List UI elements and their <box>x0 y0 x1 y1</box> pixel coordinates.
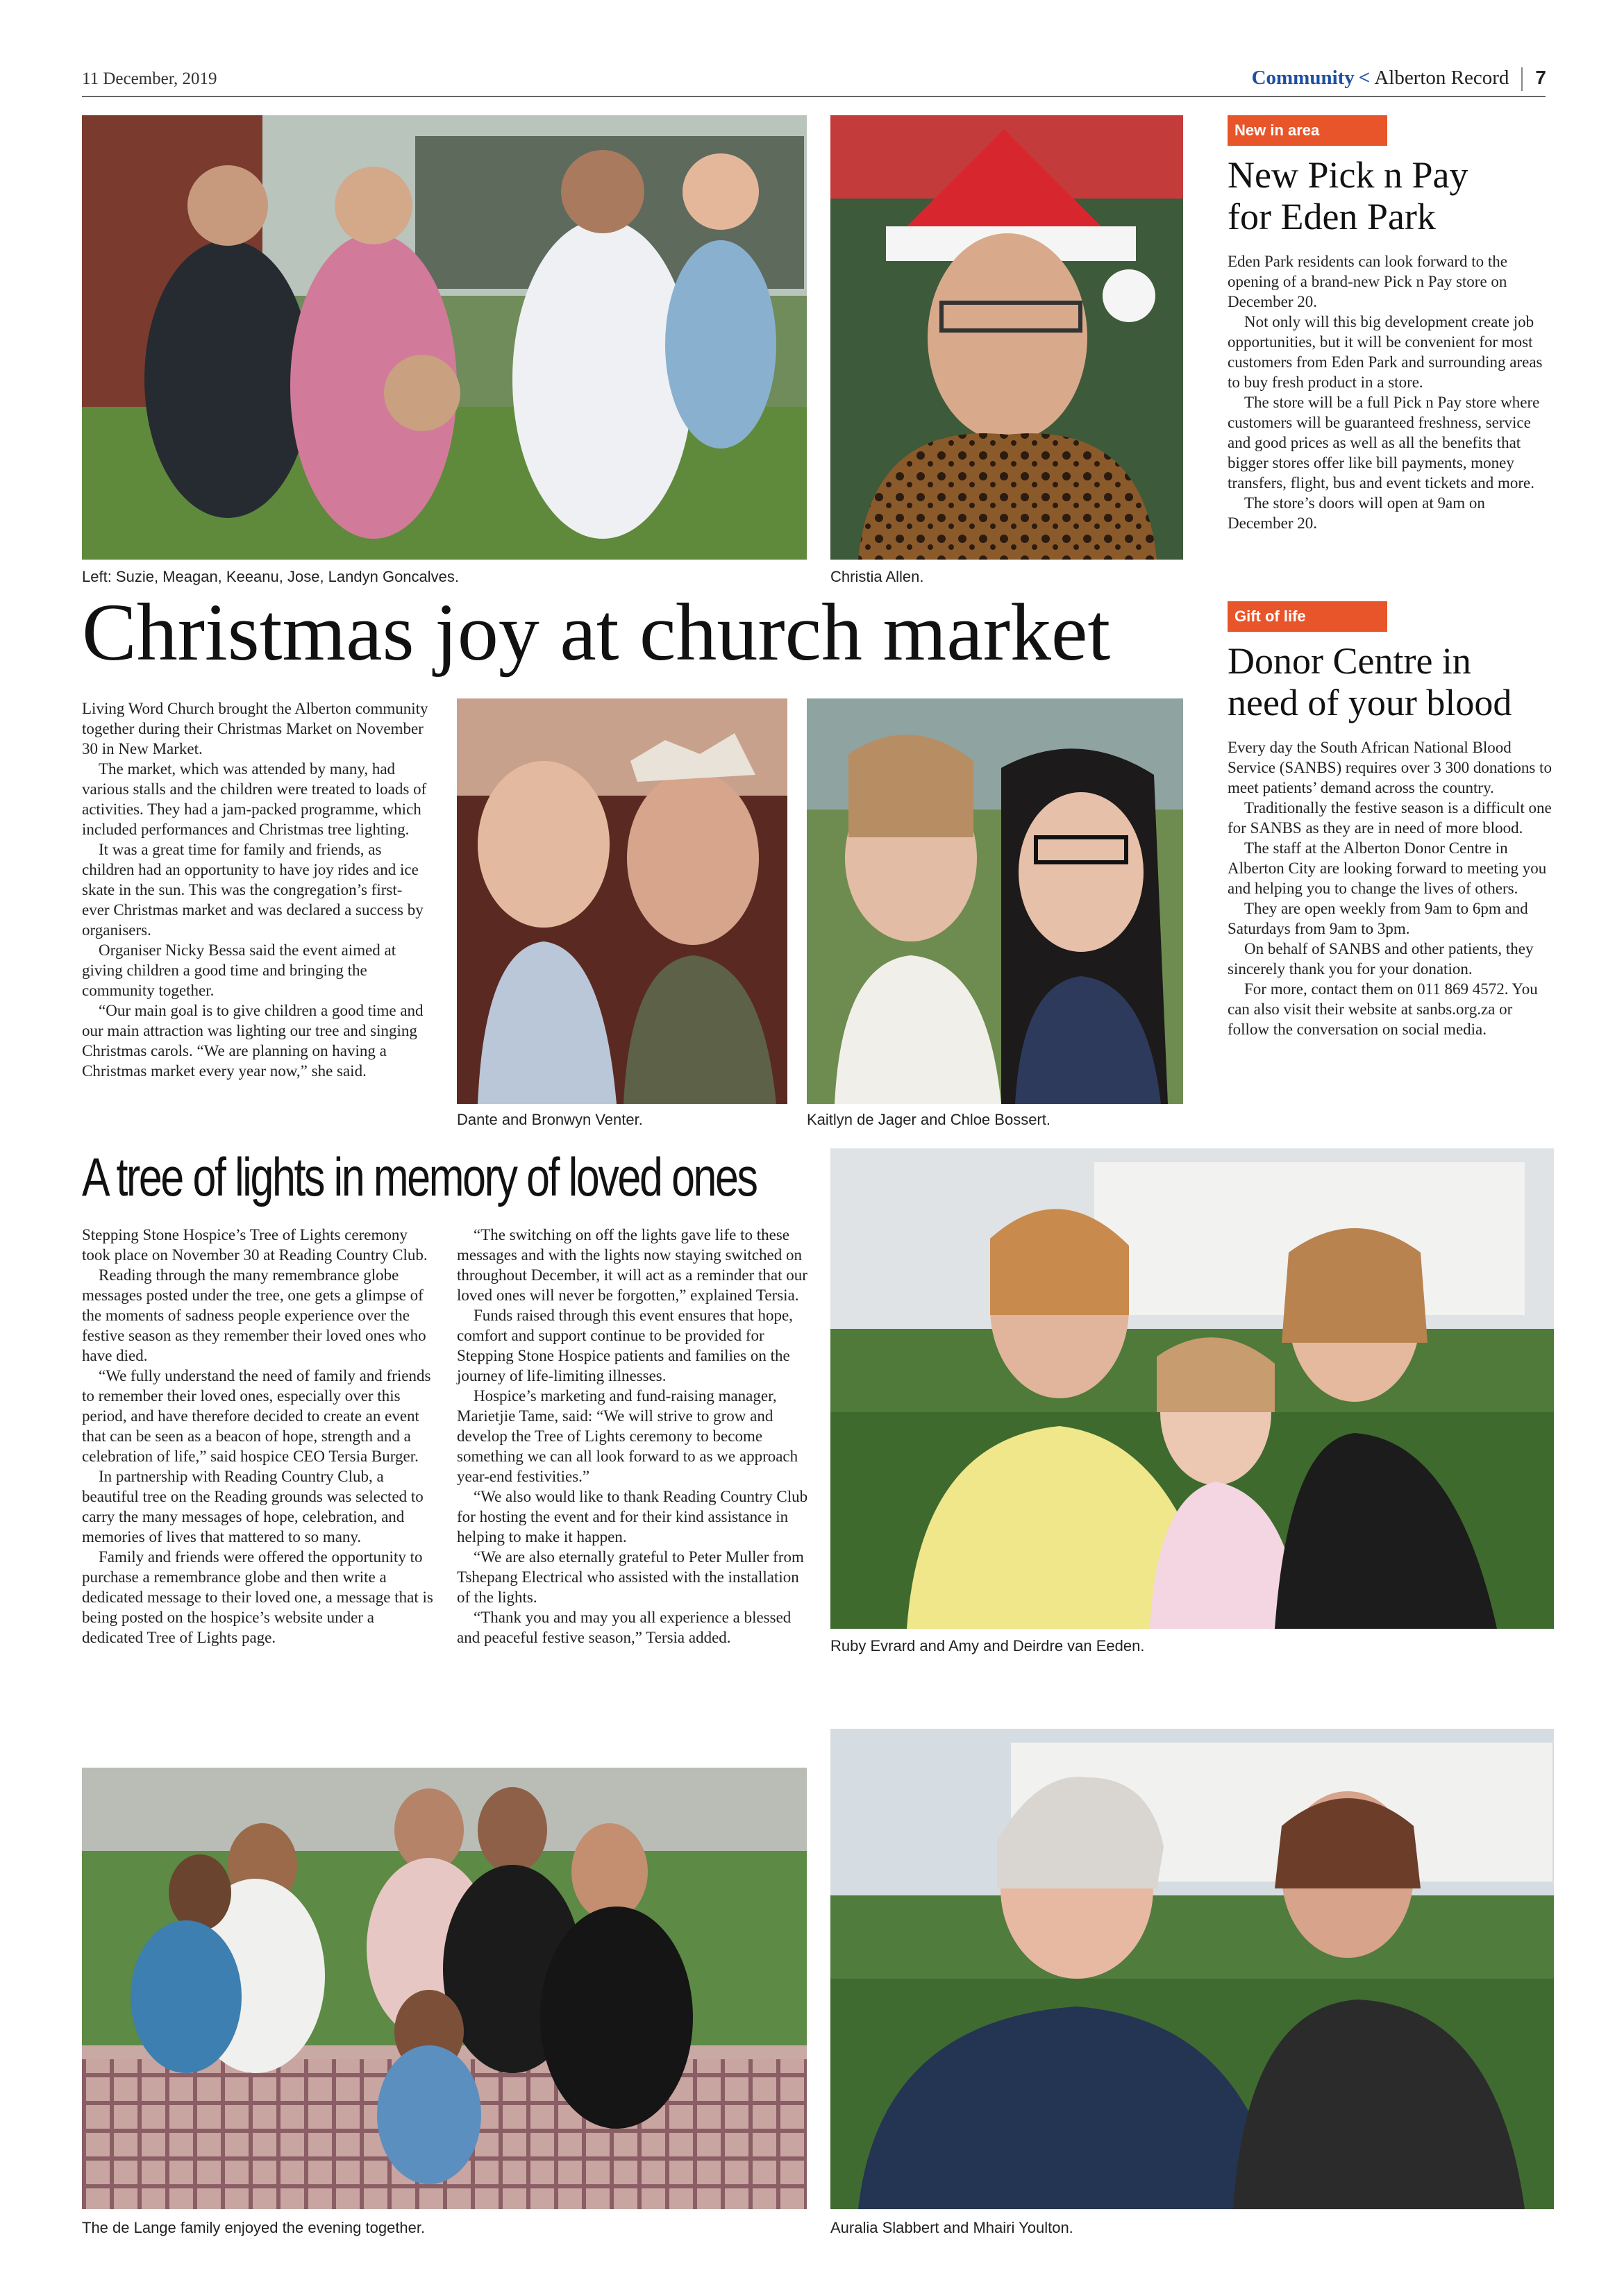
second-headline: A tree of lights in memory of loved ones <box>82 1146 757 1207</box>
sidebar2-paragraph: On behalf of SANBS and other patients, they sincerely thank you for your donation. <box>1228 940 1534 978</box>
caption-photo-3: Dante and Bronwyn Venter. <box>457 1111 643 1128</box>
caption-photo-4: Kaitlyn de Jager and Chloe Bossert. <box>807 1111 1050 1128</box>
sidebar1-paragraph: The store’s doors will open at 9am on December 20. <box>1228 494 1485 532</box>
sidebar2-body <box>1228 737 1552 1039</box>
publication-name: Alberton Record <box>1374 67 1509 89</box>
section-name: Community <box>1251 67 1355 89</box>
page-folio <box>1252 67 1546 91</box>
second-story-paragraph: “We also would like to thank Reading Country Club for hosting the event and for their kind assistance in helping to make it happen. <box>457 1488 808 1545</box>
second-story-paragraph: “The switching on off the lights gave life to these messages and with the lights now staying switched on throughout December, it will act as a reminder that our loved ones will never be forgotten,” explained Tersia. <box>457 1226 807 1304</box>
photo-dejager-bossert <box>807 698 1183 1104</box>
sidebar1-headline-line-2: for Eden Park <box>1228 196 1436 237</box>
sidebar1-headline <box>1228 154 1554 237</box>
sidebar2-headline <box>1228 640 1554 723</box>
main-story-paragraph: Living Word Church brought the Alberton community together during their Christmas Market on November 30 in New Market. <box>82 700 428 757</box>
photo-van-eeden <box>830 1148 1554 1629</box>
page-number: 7 <box>1535 67 1546 88</box>
section-arrow: < <box>1358 67 1371 89</box>
second-story-paragraph: Funds raised through this event ensures that hope, comfort and support continue to be provided for Stepping Stone Hospice patients and families on the journey of life-limiting illnesses. <box>457 1307 793 1384</box>
main-story-paragraph: “Our main goal is to give children a good time and our main attraction was lighting our tree and singing Christmas carols. “We are planning on having a Christmas market every year now,” she said. <box>82 1002 424 1080</box>
second-story-col-1 <box>82 1225 436 1648</box>
caption-photo-7: Auralia Slabbert and Mhairi Youlton. <box>830 2219 1073 2236</box>
main-story-paragraph: It was a great time for family and friends, as children had an opportunity to have joy rides and ice skate in the sun. This was the congregation’s first-ever Christmas market and was declared a success by organisers. <box>82 841 424 939</box>
second-story-paragraph: “Thank you and may you all experience a blessed and peaceful festive season,” Tersia added. <box>457 1609 792 1646</box>
sidebar2-paragraph: For more, contact them on 011 869 4572. You can also visit their website at sanbs.org.za or follow the conversation on social media. <box>1228 980 1538 1038</box>
photo-christia-allen <box>830 115 1183 560</box>
sidebar2-paragraph: Every day the South African National Blood Service (SANBS) requires over 3 300 donations to meet patients’ demand across the country. <box>1228 739 1552 796</box>
sidebar1-headline-line-1: New Pick n Pay <box>1228 154 1468 196</box>
folio-divider <box>1521 67 1523 91</box>
caption-photo-2: Christia Allen. <box>830 568 924 585</box>
header-rule <box>82 96 1546 97</box>
second-story-paragraph: Family and friends were offered the opportunity to purchase a remembrance globe and then write a dedicated message to their loved one, a message that is being posted on the hospice’s website under a dedicated Tree of Lights page. <box>82 1548 433 1646</box>
second-story-paragraph: Stepping Stone Hospice’s Tree of Lights ceremony took place on November 30 at Reading Country Club. <box>82 1226 428 1264</box>
sidebar2-headline-line-2: need of your blood <box>1228 682 1512 723</box>
caption-photo-6: The de Lange family enjoyed the evening together. <box>82 2219 426 2236</box>
sidebar2-paragraph: They are open weekly from 9am to 6pm and Saturdays from 9am to 3pm. <box>1228 900 1528 937</box>
photo-venter <box>457 698 787 1104</box>
photo-goncalves-family <box>82 115 807 560</box>
second-story-paragraph: Hospice’s marketing and fund-raising manager, Marietjie Tame, said: “We will strive to grow and develop the Tree of Lights ceremony to become something we can all look forward to as we approach year-end festivities.” <box>457 1387 798 1485</box>
main-story-paragraph: Organiser Nicky Bessa said the event aimed at giving children a good time and bringing the community together. <box>82 941 396 999</box>
sidebar1-paragraph: Eden Park residents can look forward to the opening of a brand-new Pick n Pay store on December 20. <box>1228 253 1508 310</box>
photo-slabbert-youlton <box>830 1729 1554 2209</box>
photo-de-lange-family <box>82 1768 807 2209</box>
sidebar2-paragraph: The staff at the Alberton Donor Centre in Alberton City are looking forward to meeting you and helping you to change the lives of others. <box>1228 839 1547 897</box>
sidebar2-paragraph: Traditionally the festive season is a difficult one for SANBS as they are in need of more blood. <box>1228 799 1552 837</box>
sidebar1-paragraph: The store will be a full Pick n Pay store where customers will be guaranteed freshness, service and good prices as well as all the benefits that bigger stores offer like bill payments, money transfers, flight, bus and event tickets and more. <box>1228 394 1540 492</box>
sidebar1-body <box>1228 251 1552 533</box>
kicker-new-in-area: New in area <box>1228 115 1387 146</box>
main-headline: Christmas joy at church market <box>82 587 1111 678</box>
second-story-col-2 <box>457 1225 811 1648</box>
caption-photo-5: Ruby Evrard and Amy and Deirdre van Eeden. <box>830 1637 1145 1654</box>
main-story-body <box>82 698 429 1081</box>
main-story-paragraph: The market, which was attended by many, had various stalls and the children were treated to loads of activities. They had a jam-packed programme, which included performances and Christmas tree lighting. <box>82 760 427 838</box>
sidebar1-paragraph: Not only will this big development create job opportunities, but it will be convenient for most customers from Eden Park and surrounding areas to buy fresh product in a store. <box>1228 313 1543 391</box>
kicker-gift-of-life: Gift of life <box>1228 601 1387 632</box>
second-story-paragraph: “We fully understand the need of family and friends to remember their loved ones, especially over this period, and have therefore decided to create an event that can be seen as a beacon of hope, strength and a celebration of life,” said hospice CEO Tersia Burger. <box>82 1367 431 1465</box>
caption-photo-1: Left: Suzie, Meagan, Keeanu, Jose, Landyn Goncalves. <box>82 568 460 585</box>
second-story-paragraph: In partnership with Reading Country Club, a beautiful tree on the Reading grounds was selected to carry the many messages of hope, celebration, and memories of lives that mattered to so many. <box>82 1468 424 1545</box>
second-story-paragraph: “We are also eternally grateful to Peter Muller from Tshepang Electrical who assisted with the installation of the lights. <box>457 1548 804 1606</box>
sidebar2-headline-line-1: Donor Centre in <box>1228 640 1471 682</box>
second-story-paragraph: Reading through the many remembrance globe messages posted under the tree, one gets a glimpse of the moments of sadness people experience over the festive season as they remember their loved ones who have died. <box>82 1266 426 1364</box>
issue-date: 11 December, 2019 <box>82 69 217 88</box>
